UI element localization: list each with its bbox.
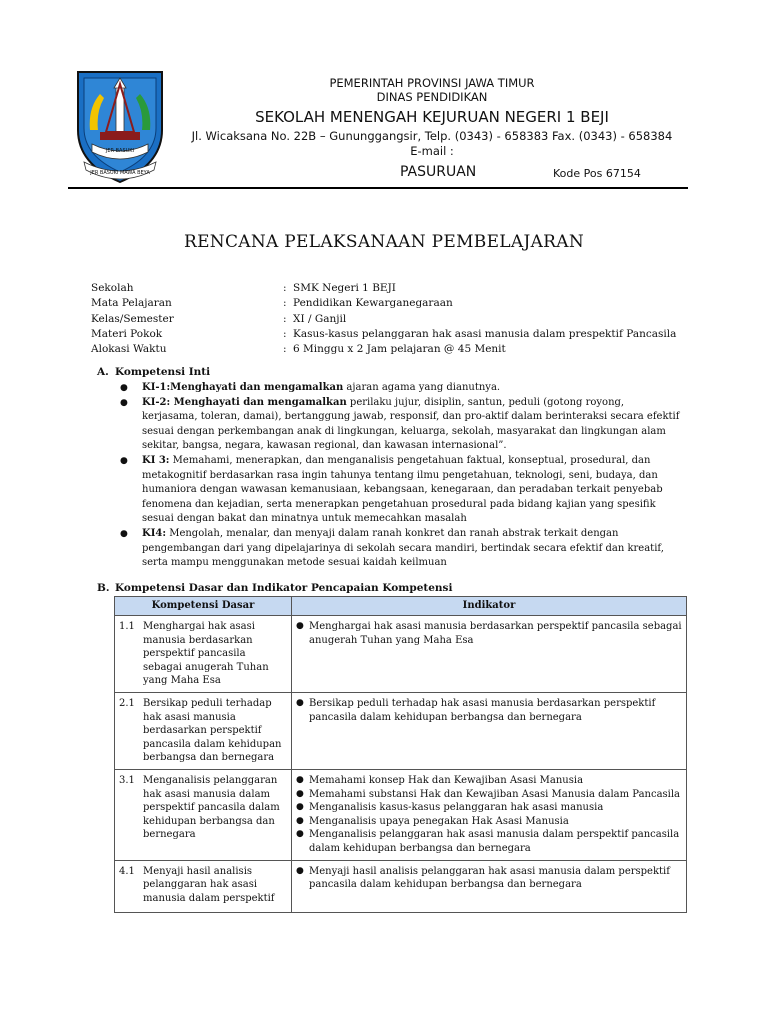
letterhead-government: PEMERINTAH PROVINSI JAWA TIMUR [329, 76, 535, 90]
identity-value: Kasus-kasus pelanggaran hak asasi manusia dalam prespektif Pancasila [293, 327, 677, 340]
ki-item-label: KI-1:Menghayati dan mengamalkan [142, 382, 344, 393]
ki-item-text: perilaku jujur, disiplin, santun, peduli (gotong royong, kerjasama, toleran, damai), bertanggung jawab, responsif, dan pro-aktif dalam berinteraksi secara efektif sesuai dengan perkembangan anak di lingkungan, keluarga, sekolah, masyarakat dan lingkungan alam sekitar, bangsa, negara, kawasan regional, dan kawasan internasional”. [142, 396, 680, 452]
kd-text: Menghargai hak asasi manusia berdasarkan perspektif pancasila sebagai anugerah Tuhan yang Maha Esa [143, 621, 269, 687]
indicator-item [296, 774, 682, 788]
indicator-item [296, 815, 682, 829]
letterhead-divider [68, 187, 688, 189]
ki-item [120, 396, 680, 454]
kd-number: 4.1 [119, 865, 135, 877]
bullet-icon: ● [296, 697, 304, 708]
section-b-title: Kompetensi Dasar dan Indikator Pencapaian Kompetensi [115, 582, 453, 594]
column-header-indikator: Indikator [292, 597, 687, 616]
kd-number: 3.1 [119, 774, 135, 786]
indicator-text: Menyaji hasil analisis pelanggaran hak asasi manusia dalam perspektif pancasila dalam kehidupan berbangsa dan bernegara [309, 865, 670, 891]
indicator-text: Menganalisis pelanggaran hak asasi manusia dalam perspektif pancasila dalam kehidupan berbangsa dan bernegara [309, 829, 680, 854]
column-header-kompetensi-dasar: Kompetensi Dasar [115, 597, 292, 616]
kd-text: Bersikap peduli terhadap hak asasi manusia berdasarkan perspektif pancasila dalam kehidupan berbangsa dan bernegara [143, 697, 282, 764]
indicator-item [296, 828, 682, 855]
letterhead-school-name: SEKOLAH MENENGAH KEJURUAN NEGERI 1 BEJI [255, 108, 609, 126]
section-a-title: Kompetensi Inti [115, 366, 211, 378]
kd-cell [115, 692, 292, 769]
indicator-text: Memahami substansi Hak dan Kewajiban Asasi Manusia dalam Pancasila [309, 788, 681, 800]
letterhead-department: DINAS PENDIDIKAN [376, 90, 488, 104]
bullet-icon: ● [120, 383, 128, 393]
bullet-icon: ● [296, 829, 304, 840]
bullet-icon: ● [296, 865, 304, 876]
indicator-text: Menganalisis kasus-kasus pelanggaran hak asasi manusia [309, 802, 604, 814]
document-title: RENCANA PELAKSANAAN PEMBELAJARAN [183, 232, 585, 252]
indicator-cell [292, 616, 687, 693]
kd-cell [115, 769, 292, 860]
letterhead-address: Jl. Wicaksana No. 22B – Gununggangsir, Telp. (0343) - 658383 Fax. (0343) - 658384 [191, 129, 673, 143]
logo-ribbon-bottom-text: JER BASUKI MAWA BEYA [90, 170, 150, 176]
bullet-icon: ● [296, 815, 304, 826]
identity-key: Kelas/Semester [91, 312, 174, 325]
bullet-icon: ● [296, 788, 304, 799]
identity-key: Mata Pelajaran [91, 297, 172, 310]
table-header-row [115, 597, 687, 616]
kd-cell [115, 860, 292, 912]
identity-colon: : [283, 327, 287, 340]
ki-item-text: Memahami, menerapkan, dan menganalisis pengetahuan faktual, konseptual, prosedural, dan metakognitif berdasarkan rasa ingin tahunya tentang ilmu pengetahuan, teknologi, seni, budaya, dan humaniora dengan wawasan kemanusiaan, kebangsaan, kenegaraan, dan peradaban terkait penyebab fenomena dan kejadian, serta menerapkan pengetahuan prosedural pada bidang kajian yang spesifik sesuai dengan bakat dan minatnya untuk memecahkan masalah [142, 454, 663, 525]
kd-number: 1.1 [119, 621, 135, 632]
identity-colon: : [283, 312, 287, 325]
identity-key: Materi Pokok [91, 327, 163, 340]
ki-item-text: Mengolah, menalar, dan menyaji dalam ranah konkret dan ranah abstrak terkait dengan pengembangan dari yang dipelajarinya di sekolah secara mandiri, bertindak secara efektif dan kreatif, serta mampu menggunakan metode sesuai kaidah keilmuan [142, 527, 664, 569]
indicator-item [296, 697, 682, 724]
bullet-icon: ● [120, 397, 128, 408]
ki-item [120, 454, 680, 527]
identity-colon: : [283, 282, 287, 294]
identity-key: Alokasi Waktu [91, 343, 167, 356]
indicator-item [296, 788, 682, 802]
table-row [115, 616, 687, 693]
indicator-cell [292, 769, 687, 860]
identity-value: XI / Ganjil [293, 312, 347, 325]
kd-text: Menyaji hasil analisis pelanggaran hak asasi manusia dalam perspektif [143, 865, 275, 904]
bullet-icon: ● [296, 802, 304, 813]
identity-colon: : [283, 297, 287, 310]
identity-value: Pendidikan Kewarganegaraan [293, 297, 453, 310]
table-row [115, 860, 687, 912]
indicator-text: Bersikap peduli terhadap hak asasi manusia berdasarkan perspektif pancasila dalam kehidupan berbangsa dan bernegara [309, 697, 656, 723]
letterhead-postal-code: Kode Pos 67154 [553, 167, 641, 180]
indicator-item [296, 865, 682, 892]
indicator-item [296, 801, 682, 815]
letterhead-text [172, 76, 692, 158]
indicator-text: Memahami konsep Hak dan Kewajiban Asasi Manusia [309, 774, 584, 786]
ki-item-text: ajaran agama yang dianutnya. [343, 382, 501, 393]
provincial-emblem-logo [70, 68, 170, 186]
identity-value: SMK Negeri 1 BEJI [293, 282, 396, 294]
section-b-number: B. [97, 582, 110, 594]
section-a-number: A. [97, 366, 109, 378]
bullet-icon: ● [296, 621, 304, 631]
kd-number: 2.1 [119, 697, 135, 709]
identity-colon: : [283, 343, 287, 356]
indicator-item [296, 620, 682, 647]
ki-item-label: KI-2: Menghayati dan mengamalkan [142, 396, 347, 408]
table-row [115, 692, 687, 769]
letterhead-email-label: E-mail : [410, 144, 454, 158]
kompetensi-inti-list [120, 381, 680, 571]
letterhead-city: PASURUAN [400, 164, 477, 180]
indicator-text: Menghargai hak asasi manusia berdasarkan perspektif pancasila sebagai anugerah Tuhan yang Maha Esa [309, 621, 682, 646]
ki-item [120, 527, 680, 571]
bullet-icon: ● [120, 528, 128, 539]
indicator-cell [292, 692, 687, 769]
identity-value: 6 Minggu x 2 Jam pelajaran @ 45 Menit [293, 343, 506, 356]
bullet-icon: ● [120, 455, 128, 466]
indicator-text: Menganalisis upaya penegakan Hak Asasi Manusia [309, 815, 569, 827]
table-row [115, 769, 687, 860]
indicator-cell [292, 860, 687, 912]
ki-item [120, 381, 680, 396]
identity-key: Sekolah [91, 282, 134, 294]
ki-item-label: KI4: [142, 527, 167, 539]
kd-cell [115, 616, 292, 693]
kd-text: Menganalisis pelanggaran hak asasi manusia dalam perspektif pancasila dalam kehidupan berbangsa dan bernegara [143, 774, 280, 841]
ki-item-label: KI 3: [142, 454, 170, 466]
section-a-heading [97, 366, 210, 378]
bullet-icon: ● [296, 774, 304, 785]
kd-indicator-table [114, 596, 687, 913]
section-b-heading [97, 582, 452, 594]
logo-ribbon-top-text: JER BASUKI [105, 148, 135, 154]
